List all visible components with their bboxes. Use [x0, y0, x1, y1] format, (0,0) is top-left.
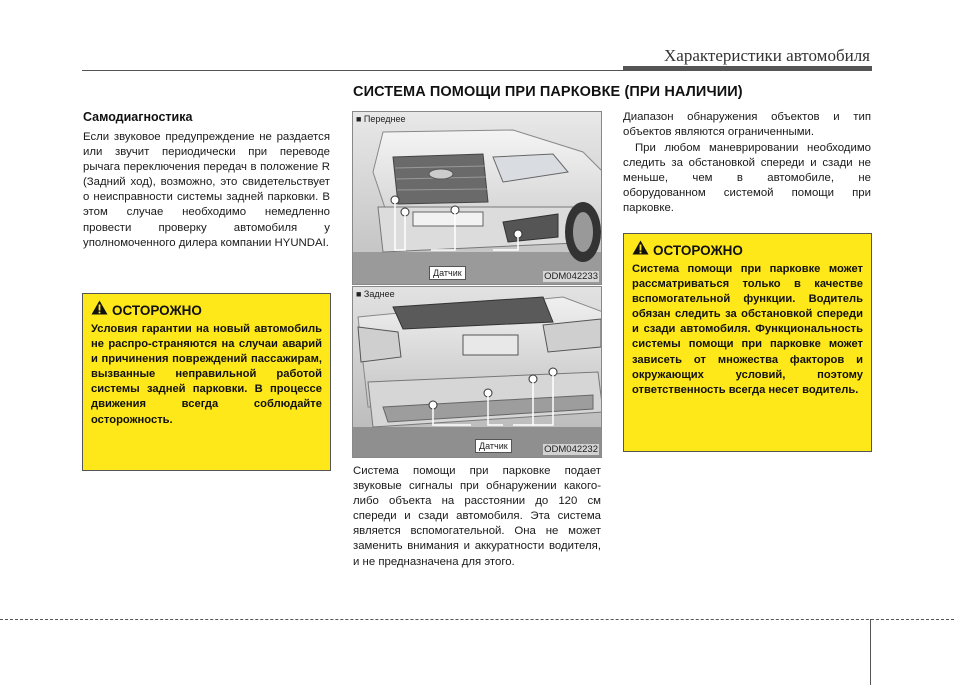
- warning-text: Система помощи при парковке может рассматриваться только в качестве вспомогательной функции. Водитель обязан следить за обстановкой спереди и сзади автомобиля. Функциональность системы помощи при парковке может зависеть от множества факторов и окружающих условий, поэтому ответственность всегда несет водитель.: [632, 263, 863, 396]
- warning-box-left: [82, 293, 331, 471]
- rear-car-photo: [352, 286, 602, 458]
- warning-title: ОСТОРОЖНО: [112, 302, 202, 318]
- rear-car-illustration: [353, 287, 602, 458]
- front-car-photo: [352, 111, 602, 285]
- warning-text: Условия гарантии на новый автомобиль не распро-страняются на случаи аварий и причинения повреждений пассажирам, вызванные неправильной работой системы задней парковки. В процессе движения всегда соблюдайте осторожность.: [91, 323, 322, 426]
- front-photo-label: ■ Переднее: [356, 114, 406, 124]
- rear-photo-label: ■ Заднее: [356, 289, 395, 299]
- warning-title: ОСТОРОЖНО: [653, 242, 743, 258]
- front-car-illustration: [353, 112, 602, 285]
- detection-range-text: Диапазон обнаружения объектов и тип объектов являются ограниченными.: [623, 111, 871, 139]
- footer-divider: [870, 619, 871, 685]
- rear-photo-code: ODM042232: [544, 444, 598, 455]
- parking-system-text: Система помощи при парковке подает звуковые сигналы при обнаружении какого-либо объекта на расстоянии до 120 см спереди и сзади автомобиля. Эта система является вспомогательной. Она не может заменить внимания и аккуратности водителя, и не предназначена для этого.: [353, 465, 601, 568]
- front-photo-code: ODM042233: [544, 271, 598, 282]
- maneuvering-text: При любом маневрировании необходимо следить за обстановкой спереди и сзади не меньше, чем в автомобиле, не оборудованном системой помощи при парковке.: [623, 142, 871, 215]
- warning-triangle-icon: [91, 300, 108, 320]
- self-diagnosis-heading: Самодиагностика: [83, 110, 193, 124]
- self-diagnosis-text: Если звуковое предупреждение не раздается или звучит периодически при переводе рычага переключения передач в положение R (Задний ход), возможно, это свидетельствует о неисправности системы задней парковки. В этом случае необходимо немедленно провести проверку автомобиля у уполномоченного дилера компании HYUNDAI.: [83, 131, 330, 249]
- rear-sensor-label: Датчик: [475, 439, 512, 453]
- warning-box-right: [623, 233, 872, 452]
- header-rule-accent: [623, 66, 872, 71]
- section-title: СИСТЕМА ПОМОЩИ ПРИ ПАРКОВКЕ (ПРИ НАЛИЧИИ): [353, 84, 743, 100]
- front-sensor-label: Датчик: [429, 266, 466, 280]
- warning-triangle-icon: [632, 240, 649, 260]
- chapter-title: Характеристики автомобиля: [664, 46, 870, 65]
- footer-dashed-line: [0, 619, 954, 620]
